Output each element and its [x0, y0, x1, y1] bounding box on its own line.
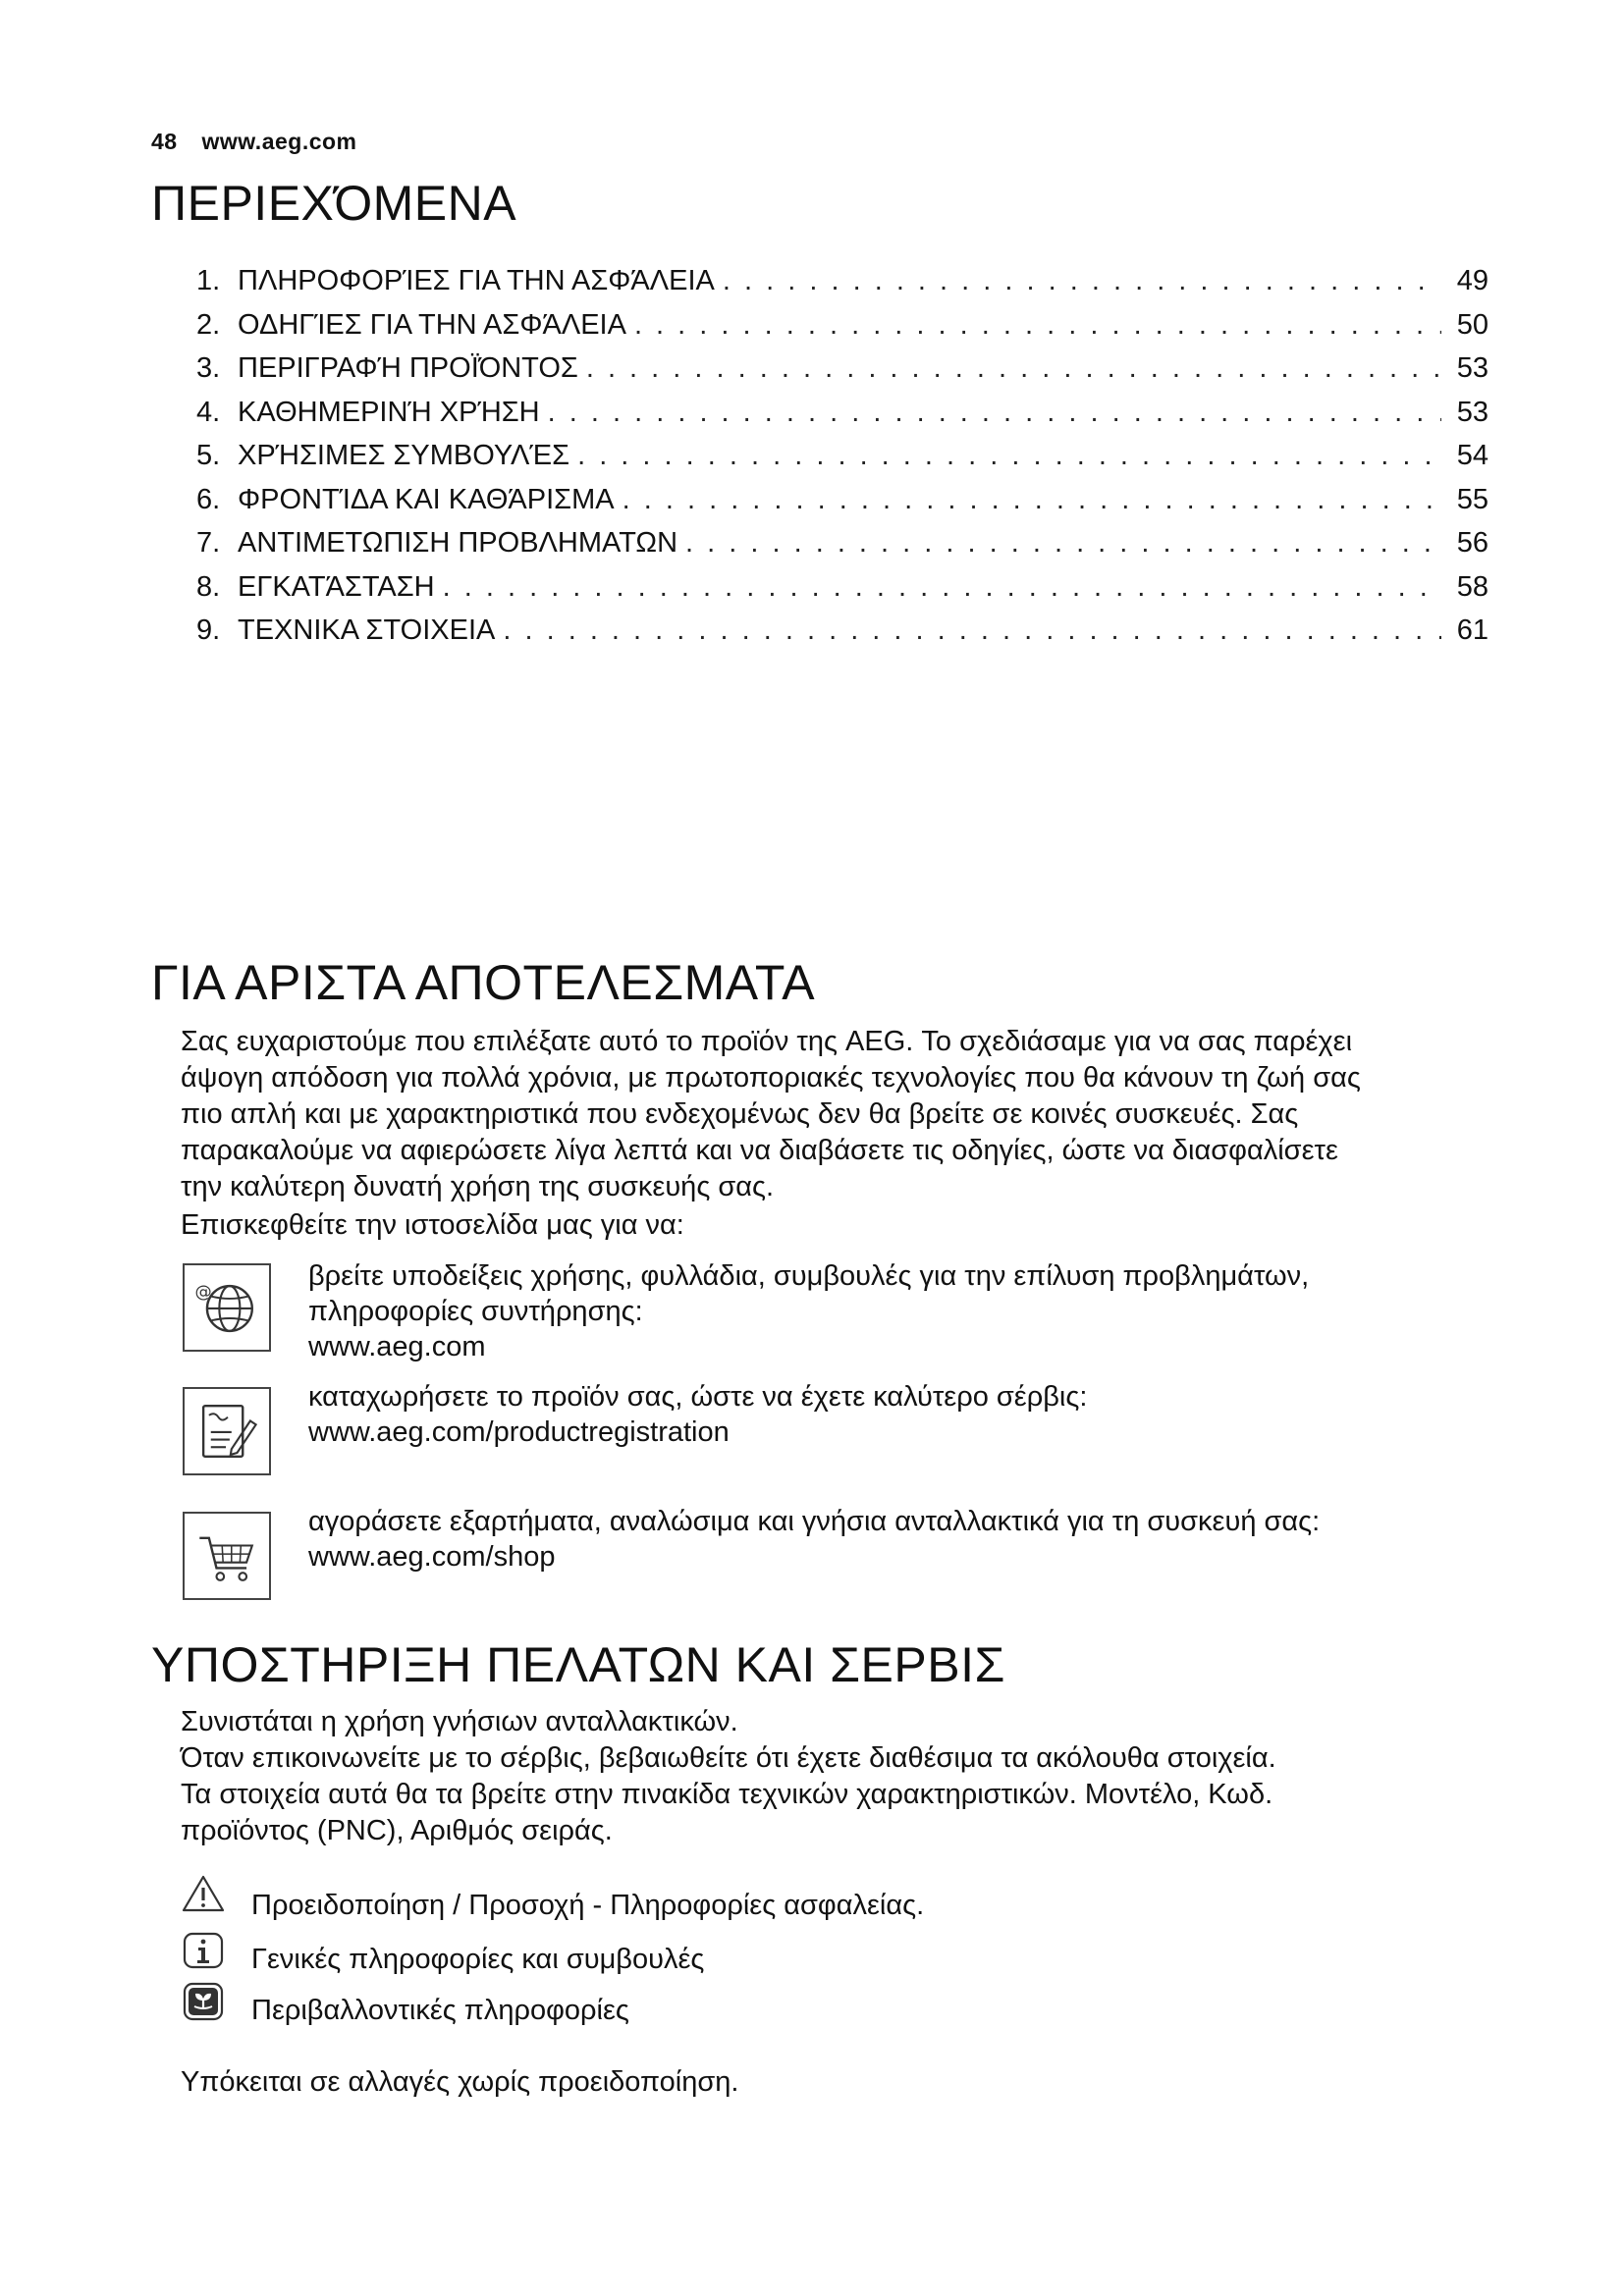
toc-entry[interactable]	[196, 397, 1489, 441]
toc-entry-number: 8.	[196, 570, 221, 603]
toc-entry[interactable]	[196, 614, 1489, 659]
warning-icon	[181, 1873, 226, 1914]
toc-entry[interactable]	[196, 440, 1489, 484]
warning-symbol-text: Προειδοποίηση / Προσοχή - Πληροφορίες ασφαλείας.	[251, 1890, 925, 1921]
link-description: βρείτε υποδείξεις χρήσης, φυλλάδια, συμβουλές για την επίλυση προβλημάτων,	[308, 1260, 1310, 1292]
paragraph-line: Σας ευχαριστούμε που επιλέξατε αυτό το προϊόν της AEG. Το σχεδιάσαμε για να σας παρέχει	[181, 1026, 1353, 1057]
toc-entry-title: ΑΝΤΙΜΕΤΩΠΙΣΗ ΠΡΟΒΛΗΜΑΤΩΝ	[238, 527, 678, 559]
toc-leader-dots	[443, 571, 1441, 604]
toc-leader-dots	[548, 397, 1441, 429]
toc-entry[interactable]	[196, 484, 1489, 528]
toc-entry[interactable]	[196, 352, 1489, 397]
results-intro-paragraph	[181, 1024, 1487, 1205]
support-url-link[interactable]: www.aeg.com	[308, 1331, 486, 1362]
toc-entry[interactable]	[196, 527, 1489, 571]
info-symbol-text: Γενικές πληροφορίες και συμβουλές	[251, 1944, 705, 1975]
toc-entry-number: 6.	[196, 483, 221, 515]
toc-entry-page: 55	[1456, 483, 1489, 515]
link-item-support	[308, 1258, 1487, 1364]
toc-entry-title: ΟΔΗΓΊΕΣ ΓΙΑ ΤΗΝ ΑΣΦΆΛΕΙΑ	[238, 308, 626, 341]
environment-symbol-text: Περιβαλλοντικές πληροφορίες	[251, 1995, 629, 2026]
toc-entry-title: ΕΓΚΑΤΆΣΤΑΣΗ	[238, 570, 435, 603]
table-of-contents	[196, 265, 1489, 659]
toc-entry[interactable]	[196, 571, 1489, 615]
toc-entry[interactable]	[196, 265, 1489, 309]
toc-entry-page: 53	[1456, 396, 1489, 428]
shop-url-link[interactable]: www.aeg.com/shop	[308, 1541, 556, 1573]
toc-entry-title: ΧΡΉΣΙΜΕΣ ΣΥΜΒΟΥΛΈΣ	[238, 440, 570, 471]
paragraph-line: Όταν επικοινωνείτε με το σέρβις, βεβαιωθείτε ότι έχετε διαθέσιμα τα ακόλουθα στοιχεία.	[181, 1742, 1276, 1774]
info-icon	[181, 1930, 226, 1971]
toc-entry-title: ΤΕΧΝΙΚΑ ΣΤΟΙΧΕΙΑ	[238, 614, 496, 646]
page-header	[151, 129, 357, 155]
link-item-shop	[308, 1504, 1487, 1575]
toc-entry-title: ΦΡΟΝΤΊΔΑ ΚΑΙ ΚΑΘΆΡΙΣΜΑ	[238, 483, 615, 515]
link-description: καταχωρήσετε το προϊόν σας, ώστε να έχετε καλύτερο σέρβις:	[308, 1381, 1088, 1413]
toc-entry-number: 7.	[196, 527, 221, 559]
shopping-cart-icon	[183, 1512, 271, 1600]
toc-entry[interactable]	[196, 309, 1489, 353]
toc-entry-number: 9.	[196, 614, 221, 646]
paragraph-line: Τα στοιχεία αυτά θα τα βρείτε στην πινακίδα τεχνικών χαρακτηριστικών. Μοντέλο, Κωδ.	[181, 1779, 1273, 1810]
toc-entry-number: 4.	[196, 396, 221, 428]
toc-entry-number: 2.	[196, 308, 221, 341]
environment-icon	[181, 1981, 226, 2022]
product-registration-icon	[183, 1387, 271, 1475]
change-notice: Υπόκειται σε αλλαγές χωρίς προειδοποίηση.	[181, 2066, 739, 2098]
results-title: ΓΙΑ ΑΡΙΣΤΑ ΑΠΟΤΕΛΕΣΜΑΤΑ	[151, 955, 816, 1010]
toc-entry-page: 61	[1456, 614, 1489, 646]
toc-leader-dots	[723, 265, 1441, 297]
page-number: 48	[151, 129, 178, 154]
toc-leader-dots	[586, 352, 1441, 385]
toc-entry-number: 1.	[196, 265, 221, 296]
toc-entry-page: 53	[1456, 352, 1489, 384]
paragraph-line: παρακαλούμε να αφιερώσετε λίγα λεπτά και να διαβάσετε τις οδηγίες, ώστε να διασφαλίσετε	[181, 1135, 1338, 1166]
link-description: αγοράσετε εξαρτήματα, αναλώσιμα και γνήσια ανταλλακτικά για τη συσκευή σας:	[308, 1506, 1321, 1537]
toc-entry-number: 3.	[196, 352, 221, 384]
toc-entry-number: 5.	[196, 440, 221, 471]
registration-url-link[interactable]: www.aeg.com/productregistration	[308, 1416, 730, 1448]
paragraph-line: πιο απλή και με χαρακτηριστικά που ενδεχομένως δεν θα βρείτε σε κοινές συσκευές. Σας	[181, 1098, 1299, 1130]
toc-leader-dots	[634, 309, 1441, 342]
toc-entry-title: ΚΑΘΗΜΕΡΙΝΉ ΧΡΉΣΗ	[238, 396, 540, 428]
svg-text:@: @	[194, 1282, 212, 1303]
toc-leader-dots	[685, 527, 1441, 560]
toc-entry-page: 50	[1456, 308, 1489, 341]
toc-leader-dots	[623, 484, 1441, 516]
link-description: πληροφορίες συντήρησης:	[308, 1296, 643, 1327]
link-item-registration	[308, 1379, 1487, 1450]
paragraph-line: την καλύτερη δυνατή χρήση της συσκευής σας.	[181, 1171, 775, 1202]
toc-entry-page: 56	[1456, 527, 1489, 559]
toc-entry-page: 54	[1456, 440, 1489, 471]
support-title: ΥΠΟΣΤΗΡΙΞΗ ΠΕΛΑΤΩΝ ΚΑΙ ΣΕΡΒΙΣ	[151, 1637, 1005, 1692]
toc-entry-page: 58	[1456, 570, 1489, 603]
toc-leader-dots	[503, 614, 1441, 647]
support-paragraph	[181, 1704, 1487, 1849]
paragraph-line: Συνιστάται η χρήση γνήσιων ανταλλακτικών.	[181, 1706, 738, 1737]
toc-title: ΠΕΡΙΕΧΌΜΕΝΑ	[151, 176, 517, 231]
globe-info-icon	[183, 1263, 271, 1352]
toc-entry-title: ΠΕΡΙΓΡΑΦΉ ΠΡΟΪΌΝΤΟΣ	[238, 352, 578, 384]
toc-entry-title: ΠΛΗΡΟΦΟΡΊΕΣ ΓΙΑ ΤΗΝ ΑΣΦΆΛΕΙΑ	[238, 265, 715, 296]
paragraph-line: άψογη απόδοση για πολλά χρόνια, με πρωτοποριακές τεχνολογίες που θα κάνουν τη ζωή σας	[181, 1062, 1361, 1094]
toc-entry-page: 49	[1456, 265, 1489, 296]
toc-leader-dots	[577, 440, 1441, 472]
header-site-link[interactable]: www.aeg.com	[201, 129, 357, 154]
visit-label: Επισκεφθείτε την ιστοσελίδα μας για να:	[181, 1209, 684, 1241]
paragraph-line: προϊόντος (PNC), Αριθμός σειράς.	[181, 1815, 613, 1846]
